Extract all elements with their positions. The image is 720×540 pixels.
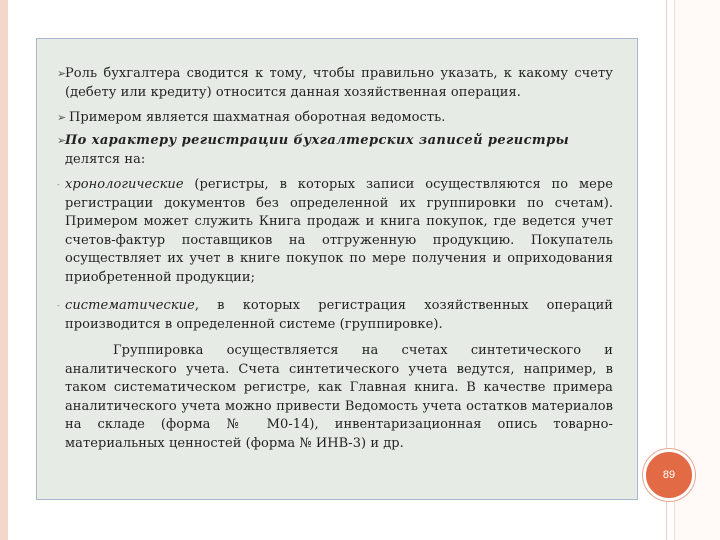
bullet-dash-icon: -: [57, 301, 60, 310]
term: хронологические: [65, 177, 184, 192]
bullet-arrow-icon: ➢: [57, 111, 67, 124]
paragraph-text: [65, 297, 613, 334]
bullet-arrow-icon: ➢: [57, 67, 67, 80]
page-number: 89: [662, 469, 676, 481]
term-description: (регистры, в которых записи осуществляются по мере регистрации документов без определенной их группировки по счетам). Примером может служить Книга продаж и книга покупок, где ведется учет счетов-фактур поставщиков на отгруженную продукцию. Покупатель осуществляет их учет в книге покупок по мере получения и оприходования приобретенной продукции;: [65, 177, 613, 285]
term-description: , в которых регистрация хозяйственных операций производится в определенной системе (группировке).: [65, 298, 613, 332]
left-accent-bar: [0, 0, 8, 540]
paragraph-heading-tail: делятся на:: [65, 151, 146, 167]
bullet-dash-icon: -: [57, 180, 60, 189]
content-panel: [36, 38, 638, 500]
paragraph-text: Роль бухгалтера сводится к тому, чтобы правильно указать, к какому счету (дебету или кредиту) относится данная хозяйственная операция.: [65, 66, 613, 100]
paragraph-heading: По характеру регистрации бухгалтерских записей регистры: [65, 133, 570, 148]
paragraph-text: [65, 176, 613, 287]
page-number-badge: [643, 449, 695, 501]
paragraph-text: Примером является шахматная оборотная ведомость.: [69, 110, 446, 125]
term: систематические: [65, 298, 195, 313]
paragraph-text: Группировка осуществляется на счетах синтетического и аналитического учета. Счета синтетического учета ведутся, например, в таком систематическом регистре, как Главная книга. В качестве примера аналитического учета можно привести Ведомость учета остатков материалов на складе (форма № М0-14), инвентаризационная опись товарно-материальных ценностей (форма № ИНВ-3) и др.: [65, 343, 613, 451]
paragraph-text: [65, 132, 613, 169]
bullet-arrow-icon: ➢: [57, 134, 67, 147]
